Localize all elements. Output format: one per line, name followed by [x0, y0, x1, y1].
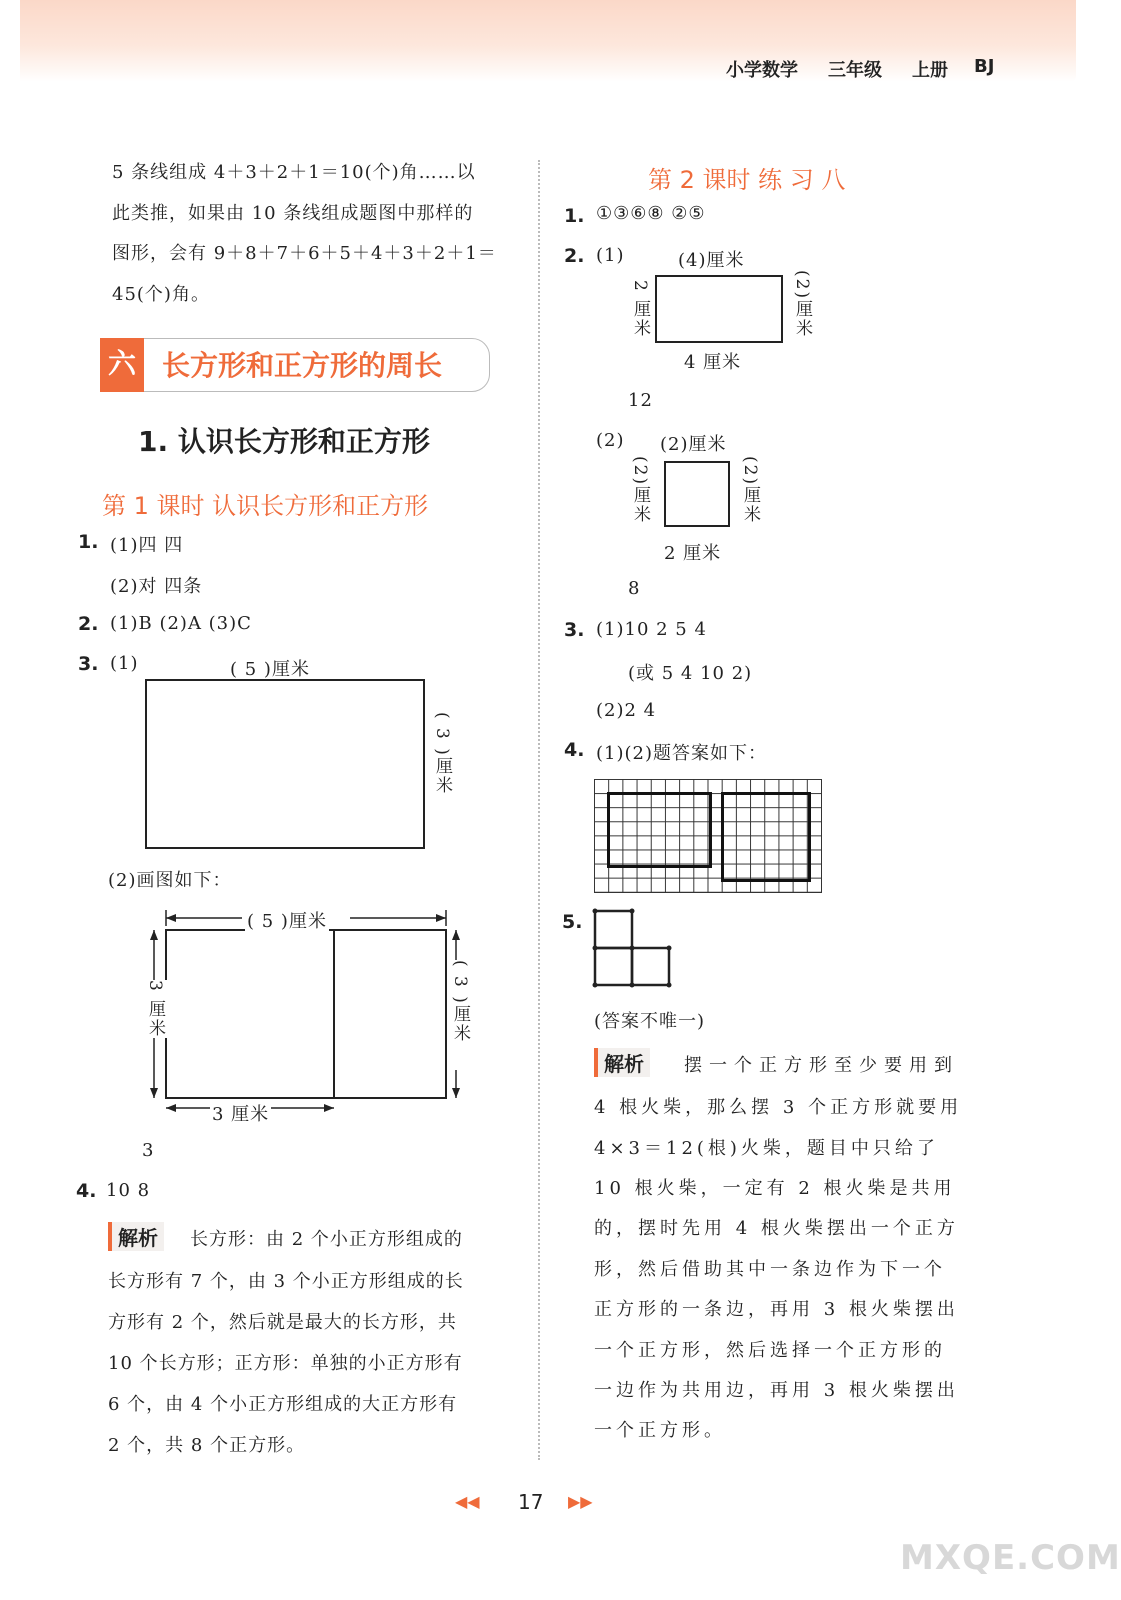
question-number: 2.	[78, 613, 99, 635]
rect-label-left: (2)厘米	[630, 456, 650, 525]
prev-page-arrows[interactable]: ◀◀	[455, 1492, 480, 1511]
rect-label-left: 2 厘米	[630, 280, 650, 339]
intro-line: 5 条线组成 4＋3＋2＋1＝10(个)角……以	[112, 162, 476, 183]
intro-line: 图形，会有 9＋8＋7＋6＋5＋4＋3＋2＋1＝	[112, 243, 497, 264]
answer-note: (答案不唯一)	[594, 1011, 706, 1032]
analysis-line: 正方形的一条边，再用 3 根火柴摆出	[594, 1299, 959, 1320]
column-divider	[538, 160, 540, 1460]
answer-text: ①③⑥⑧ ②⑤	[596, 203, 706, 224]
question-number: 1.	[564, 205, 585, 227]
question-number: 4.	[564, 739, 585, 761]
intro-line: 此类推，如果由 10 条线组成题图中那样的	[112, 203, 474, 224]
rect-label-right: (2)厘米	[740, 456, 760, 525]
answer-text: (2)2 4	[596, 700, 657, 721]
answer-text: (2)画图如下：	[108, 870, 232, 891]
rect-label-bottom: 4 厘米	[684, 352, 742, 373]
analysis-tag: 解析	[594, 1048, 650, 1077]
answer-text: (2)对 四条	[110, 576, 203, 597]
unit-heading: 1. 认识长方形和正方形	[138, 425, 430, 458]
header-edition: BJ	[974, 56, 995, 77]
analysis-line: 2 个，共 8 个正方形。	[108, 1435, 306, 1456]
answer-text: (2)	[596, 430, 625, 451]
answer-text: (1)B (2)A (3)C	[110, 613, 252, 634]
watermark: MXQE.COM	[900, 1538, 1121, 1578]
matchstick-figure	[590, 906, 680, 990]
rect2-label-top: ( 5 )厘米	[245, 907, 329, 933]
analysis-line: 摆一个正方形至少要用到	[684, 1055, 959, 1076]
answer-text: 3	[142, 1140, 155, 1161]
question-number: 1.	[78, 531, 99, 553]
question-number: 2.	[564, 245, 585, 267]
answer-text: (或 5 4 10 2)	[628, 663, 753, 684]
rectangle-split-figure	[140, 900, 470, 1130]
question-number: 5.	[562, 911, 583, 933]
question-number: 4.	[76, 1180, 97, 1202]
analysis-line: 方形有 2 个，然后就是最大的长方形，共	[108, 1312, 457, 1333]
rect2-label-left: 3 厘米	[143, 980, 168, 1038]
analysis-line: 10 个长方形；正方形：单独的小正方形有	[108, 1353, 463, 1374]
answer-text: (1)(2)题答案如下：	[596, 743, 767, 764]
next-page-arrows[interactable]: ▶▶	[568, 1492, 593, 1511]
header-volume: 上册	[912, 60, 948, 81]
answer-text: 12	[628, 390, 653, 411]
rect2-label-bottom: 3 厘米	[210, 1100, 271, 1126]
page-number: 17	[518, 1490, 544, 1514]
rectangle-figure	[145, 679, 425, 849]
intro-line: 45(个)角。	[112, 284, 210, 305]
analysis-line: 的，摆时先用 4 根火柴摆出一个正方	[594, 1218, 959, 1239]
analysis-line: 一个正方形。	[594, 1420, 726, 1441]
answer-text: 8	[628, 578, 641, 599]
square-figure	[664, 461, 730, 527]
section-number: 六	[100, 338, 144, 392]
grid-rectangle-answer	[607, 792, 712, 868]
rect-label-top: ( 5 )厘米	[230, 659, 310, 680]
analysis-line: 一个正方形，然后选择一个正方形的	[594, 1340, 946, 1361]
rect-label-right: (2)厘米	[792, 270, 812, 339]
analysis-line: 一边作为共用边，再用 3 根火柴摆出	[594, 1380, 959, 1401]
answer-text: 10 8	[106, 1180, 151, 1201]
rect-label-top: (2)厘米	[660, 434, 727, 455]
answer-text: (1)	[596, 245, 625, 266]
answer-text: (1)10 2 5 4	[596, 619, 707, 640]
rect-label-bottom: 2 厘米	[664, 543, 722, 564]
question-number: 3.	[564, 619, 585, 641]
analysis-tag: 解析	[108, 1222, 164, 1251]
rect2-label-right: ( 3 )厘米	[448, 960, 473, 1043]
analysis-line: 10 根火柴，一定有 2 根火柴是共用	[594, 1178, 956, 1199]
analysis-line: 形，然后借助其中一条边作为下一个	[594, 1259, 946, 1280]
analysis-line: 长方形：由 2 个小正方形组成的	[190, 1229, 463, 1250]
rect-label-side: ( 3 )厘米	[432, 712, 452, 795]
rect-label-top: (4)厘米	[678, 250, 745, 271]
header-grade: 三年级	[828, 60, 882, 81]
analysis-line: 4 根火柴，那么摆 3 个正方形就要用	[594, 1097, 963, 1118]
section-title: 长方形和正方形的周长	[162, 349, 443, 382]
lesson-title: 第 2 课时 练 习 八	[648, 166, 846, 194]
analysis-line: 6 个，由 4 个小正方形组成的大正方形有	[108, 1394, 458, 1415]
question-number: 3.	[78, 653, 99, 675]
rectangle-figure	[655, 275, 783, 343]
lesson-title: 第 1 课时 认识长方形和正方形	[102, 492, 429, 520]
analysis-line: 4×3＝12(根)火柴，题目中只给了	[594, 1138, 939, 1159]
header-subject: 小学数学	[726, 60, 798, 81]
grid-square-answer	[721, 792, 811, 882]
analysis-line: 长方形有 7 个，由 3 个小正方形组成的长	[108, 1271, 464, 1292]
answer-text: (1)	[110, 653, 139, 674]
answer-text: (1)四 四	[110, 535, 184, 556]
